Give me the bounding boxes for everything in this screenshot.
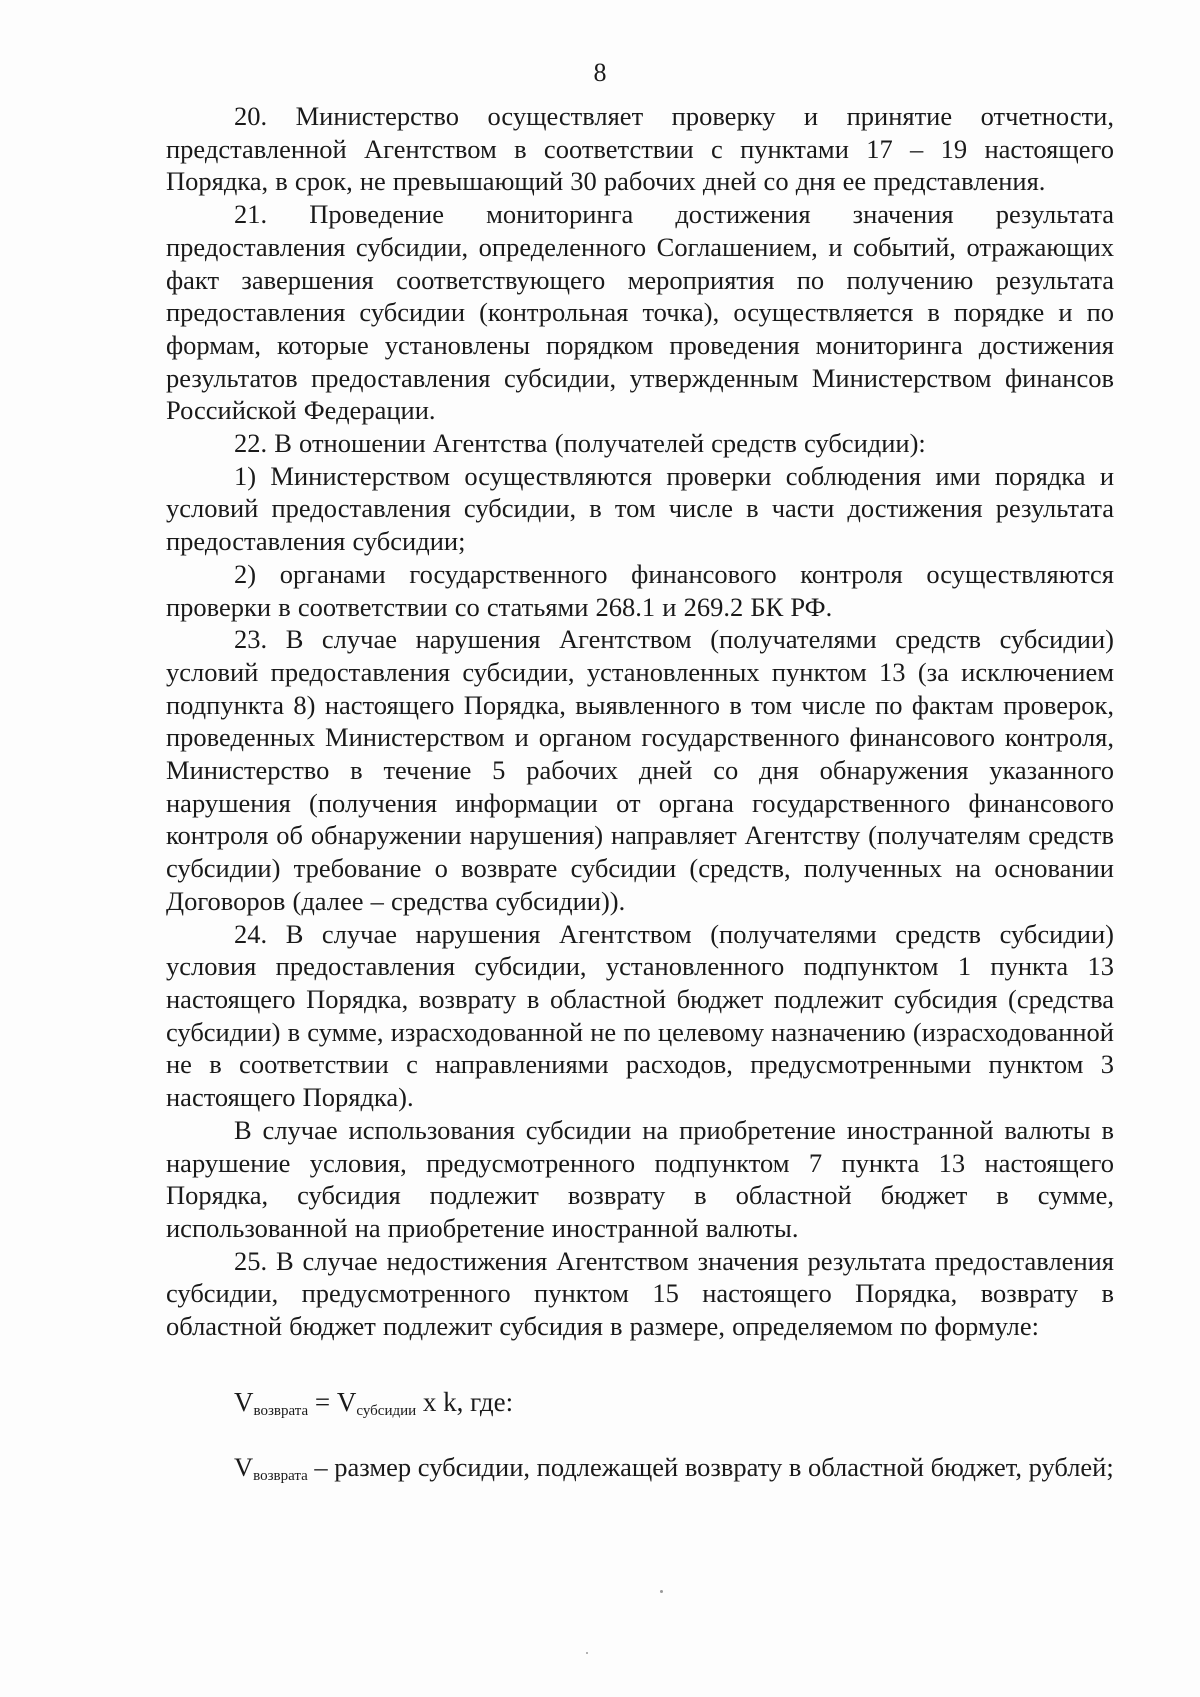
scan-speck: [586, 1652, 588, 1654]
definition-subscript: возврата: [253, 1467, 308, 1484]
return-formula: [166, 1385, 1114, 1419]
paragraph-22: 22. В отношении Агентства (получателей средств субсидии):: [234, 428, 926, 459]
paragraph-22-item-2: 2) органами государственного финансового контроля осуществляются проверки в соответствии со статьями 268.1 и 269.2 БК РФ.: [166, 558, 1114, 622]
paragraph-23: 23. В случае нарушения Агентством (получателями средств субсидии) условий предоставления субсидии, установленных пунктом 13 (за исключением подпункта 8) настоящего Порядка, выявленного в том числе по фактам проверок, проведенных Министерством и органом государственного финансового контроля, Министерство в течение 5 рабочих дней со дня обнаружения указанного нарушения (получения информации от органа государственного финансового контроля об обнаружении нарушения) направляет Агентству (получателям средств субсидии) требование о возврате субсидии (средств, полученных на основании Договоров (далее – средства субсидии)).: [166, 624, 1114, 916]
definition-text: – размер субсидии, подлежащей возврату в областной бюджет, рублей;: [307, 1451, 1114, 1482]
paragraph-21: 21. Проведение мониторинга достижения значения результата предоставления субсидии, определенного Соглашением, и событий, отражающих факт завершения соответствующего мероприятия по получению результата предоставления субсидии (контрольная точка), осуществляется в порядке и по формам, которые установлены порядком проведения мониторинга достижения результатов предоставления субсидии, утвержденным Министерством финансов Российской Федерации.: [166, 199, 1114, 426]
scan-speck: [660, 1590, 663, 1593]
paragraph-25: 25. В случае недостижения Агентством значения результата предоставления субсидии, предусмотренного пунктом 15 настоящего Порядка, возврату в областной бюджет подлежит субсидия в размере, определяемом по формуле:: [166, 1245, 1114, 1342]
formula-rhs-base: V: [336, 1386, 357, 1417]
page-number: 8: [593, 58, 607, 87]
formula-rhs-subscript: субсидии: [356, 1402, 417, 1419]
paragraph-24: 24. В случае нарушения Агентством (получателями средств субсидии) условия предоставления субсидии, установленного подпунктом 1 пункта 13 настоящего Порядка, возврату в областной бюджет подлежит субсидия (средства субсидии) в сумме, израсходованной не по целевому назначению (израсходованной не в соответствии с направлениями расходов, предусмотренными пунктом 3 настоящего Порядка).: [166, 918, 1114, 1113]
document-body: [166, 100, 1114, 1483]
formula-equals: =: [308, 1386, 337, 1417]
formula-lhs-subscript: возврата: [253, 1402, 309, 1419]
formula-definition: [166, 1451, 1114, 1484]
formula-lhs-base: V: [234, 1386, 254, 1417]
definition-base: V: [234, 1451, 254, 1482]
paragraph-24-continuation: В случае использования субсидии на приобретение иностранной валюты в нарушение условия, предусмотренного подпунктом 7 пункта 13 настоящего Порядка, субсидия подлежит возврату в областной бюджет в сумме, использованной на приобретение иностранной валюты.: [166, 1114, 1114, 1243]
paragraph-22-item-1: 1) Министерством осуществляются проверки соблюдения ими порядка и условий предоставления субсидии, в том числе в части достижения результата предоставления субсидии;: [166, 460, 1114, 557]
formula-tail: x k, где:: [416, 1386, 514, 1417]
paragraph-20: 20. Министерство осуществляет проверку и принятие отчетности, представленной Агентством в соответствии с пунктами 17 – 19 настоящего Порядка, в срок, не превышающий 30 рабочих дней со дня ее представления.: [166, 101, 1114, 197]
